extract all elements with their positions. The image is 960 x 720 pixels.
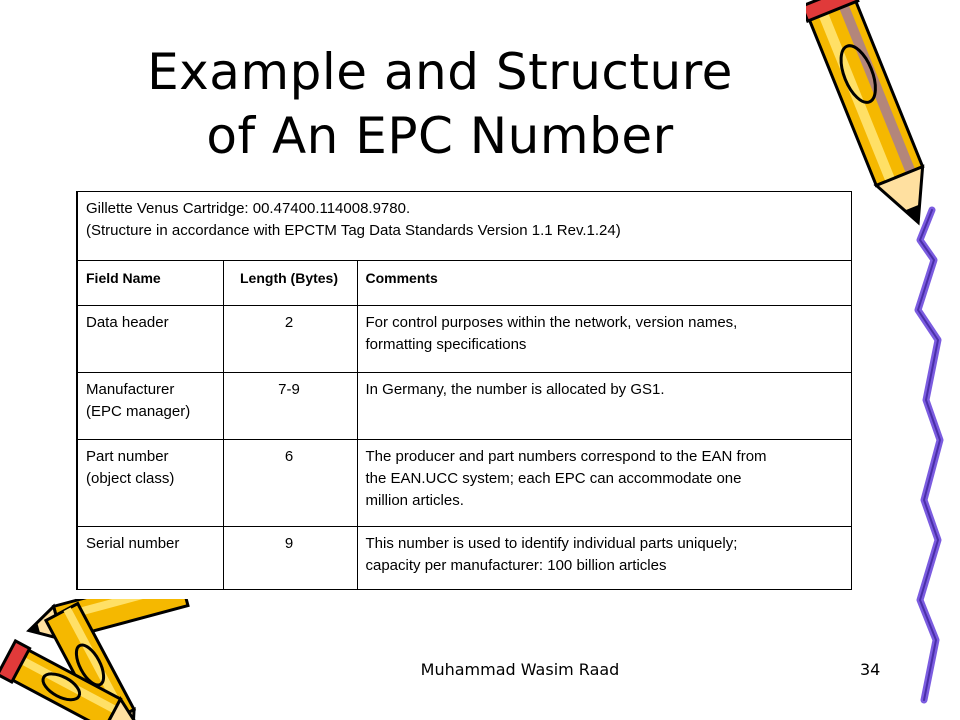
column-header-field-name: Field Name <box>77 261 223 306</box>
title-line-2: of An EPC Number <box>206 107 674 165</box>
field-name: Serial number <box>86 535 180 552</box>
comment-line: The producer and part numbers correspond to the EAN from <box>365 448 767 465</box>
field-name: Part number <box>86 448 169 465</box>
length-cell: 9 <box>223 527 357 590</box>
table-row <box>77 440 851 527</box>
length-cell: 2 <box>223 306 357 373</box>
comment-cell <box>357 306 851 373</box>
column-header-comments: Comments <box>357 261 851 306</box>
comment-cell <box>357 440 851 527</box>
comment-line: million articles. <box>365 492 464 509</box>
comment-cell <box>357 527 851 590</box>
field-name: Manufacturer <box>86 381 175 398</box>
table-row <box>77 373 851 440</box>
field-name: Data header <box>86 314 169 331</box>
table-row <box>77 527 851 590</box>
comment-line: This number is used to identify individual parts uniquely; <box>365 535 738 552</box>
field-name-cell <box>77 306 223 373</box>
field-name-detail: (object class) <box>86 470 175 487</box>
pencil-pair-icon <box>0 585 200 720</box>
comment-line: capacity per manufacturer: 100 billion articles <box>365 557 667 574</box>
length-cell: 7-9 <box>223 373 357 440</box>
field-name-cell <box>77 527 223 590</box>
page-number: 34 <box>860 660 881 679</box>
epc-structure-table <box>76 191 850 599</box>
title-line-1: Example and Structure <box>147 43 733 101</box>
footer-author: Muhammad Wasim Raad <box>420 660 620 679</box>
column-header-length: Length (Bytes) <box>223 261 357 306</box>
comment-cell <box>357 373 851 440</box>
table-row <box>77 306 851 373</box>
field-name-detail: (EPC manager) <box>86 403 191 420</box>
squiggle-line-decoration <box>890 200 960 720</box>
field-name-cell <box>77 440 223 527</box>
table-intro <box>77 192 851 261</box>
field-name-cell <box>77 373 223 440</box>
comment-line: For control purposes within the network, version names, <box>365 314 738 331</box>
comment-line: In Germany, the number is allocated by GS1. <box>365 381 665 398</box>
intro-product-line: Gillette Venus Cartridge: 00.47400.114008.9780. <box>86 200 411 217</box>
comment-line: the EAN.UCC system; each EPC can accommodate one <box>365 470 742 487</box>
length-cell: 6 <box>223 440 357 527</box>
comment-line: formatting specifications <box>365 336 527 353</box>
intro-standard-line: (Structure in accordance with EPCTM Tag Data Standards Version 1.1 Rev.1.24) <box>86 222 621 239</box>
slide-title <box>60 40 820 168</box>
table-header-row <box>77 261 851 306</box>
